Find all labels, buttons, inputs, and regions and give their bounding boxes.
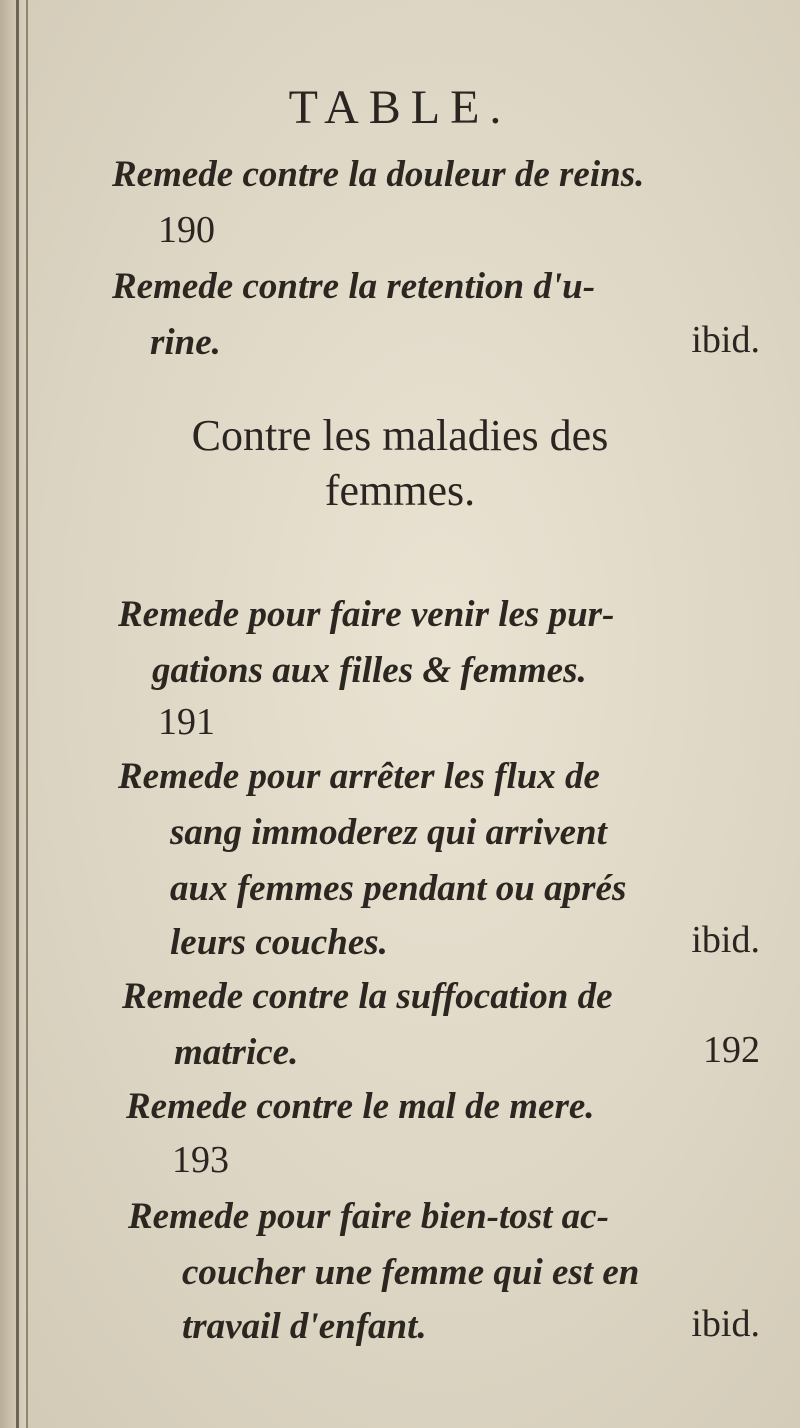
entry-continuation: sang immoderez qui arrivent bbox=[170, 812, 607, 853]
entry-continuation: rine. bbox=[150, 322, 221, 363]
entry-continuation: coucher une femme qui est en bbox=[182, 1252, 640, 1293]
page-number: ibid. bbox=[691, 919, 760, 961]
entry-continuation: aux femmes pendant ou aprés bbox=[170, 868, 627, 909]
entry-continuation: travail d'enfant. bbox=[182, 1306, 427, 1347]
page-number: 191 bbox=[158, 701, 215, 743]
toc-entry bbox=[112, 150, 644, 200]
toc-entry: Remede contre le mal de mere. bbox=[126, 1086, 595, 1127]
entry-continuation: matrice. bbox=[174, 1032, 299, 1073]
entry-title: Remede contre la retention d'u- bbox=[112, 266, 596, 307]
page-number: 190 bbox=[158, 209, 215, 251]
toc-entry: Remede pour faire venir les pur- bbox=[118, 594, 615, 635]
page-header: TABLE. bbox=[288, 81, 512, 134]
entry-continuation: leurs couches. bbox=[170, 922, 388, 963]
page-number: ibid. bbox=[691, 319, 760, 361]
toc-entry: Remede pour faire bien-tost ac- bbox=[128, 1196, 609, 1237]
toc-entry bbox=[112, 262, 595, 312]
section-title bbox=[0, 408, 800, 518]
binding-line bbox=[16, 0, 19, 1428]
page-number: 192 bbox=[703, 1029, 760, 1071]
page-number: 193 bbox=[172, 1139, 229, 1181]
entry-title: Remede contre la douleur de reins. bbox=[112, 154, 645, 195]
entry-continuation: gations aux filles & femmes. bbox=[152, 650, 587, 691]
page-number: ibid. bbox=[691, 1303, 760, 1345]
section-title-line: Contre les maladies des bbox=[191, 411, 609, 460]
page-gutter bbox=[0, 0, 28, 1428]
section-title-line: femmes. bbox=[324, 466, 476, 515]
toc-entry: Remede pour arrêter les flux de bbox=[118, 756, 600, 797]
toc-entry: Remede contre la suffocation de bbox=[122, 976, 613, 1017]
